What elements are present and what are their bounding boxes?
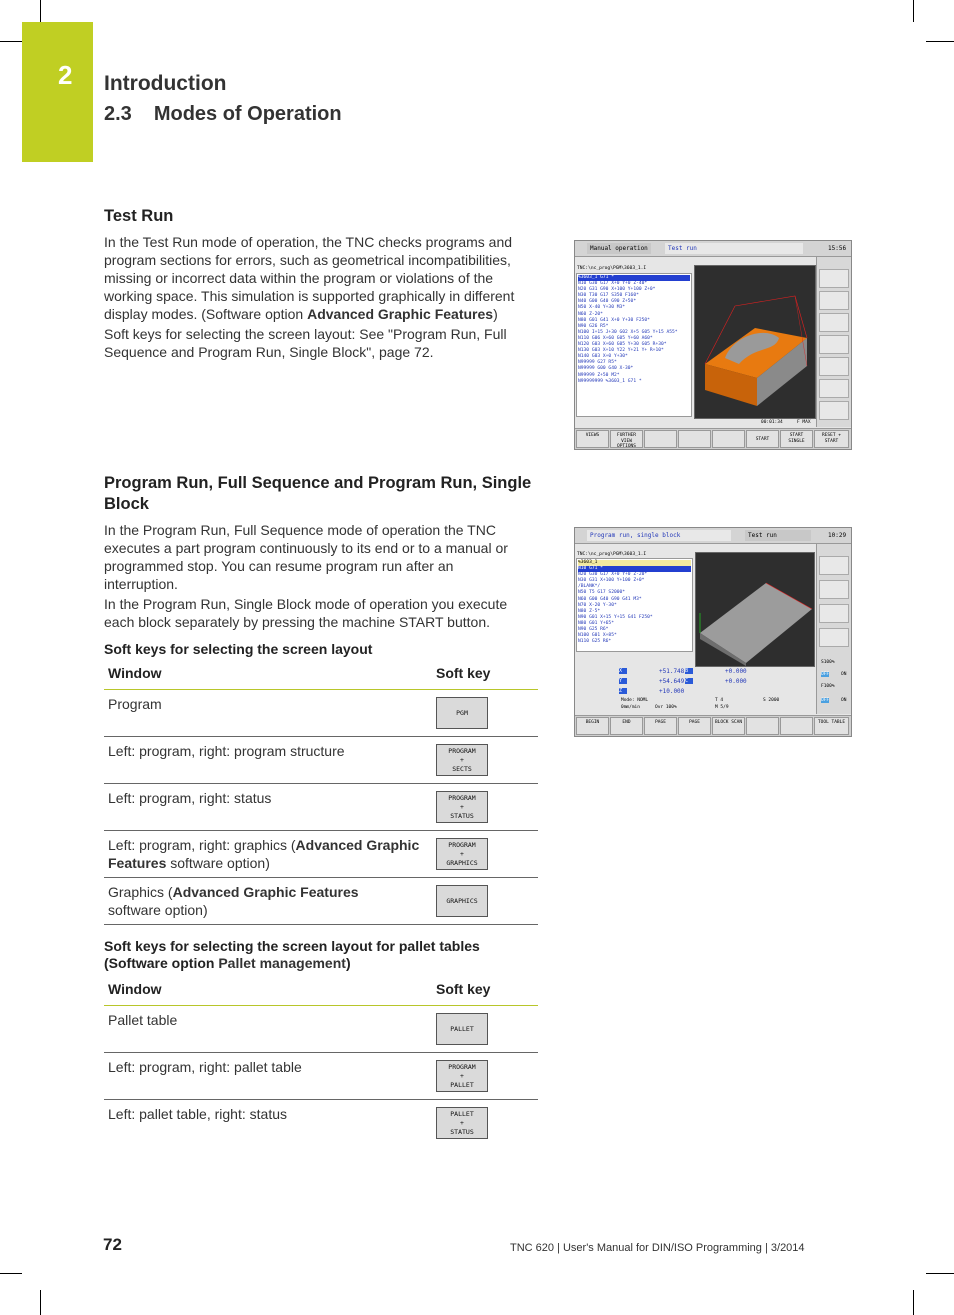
- softkey-start-single[interactable]: START SINGLE: [780, 430, 813, 448]
- program-listing: %3603_1 G71 * N10 G30 G17 X+0 Y+0 Z-40* N20 G31 G90 X+100 Y+100 Z+0* N30 T30 G17 S350 F160* N40 G00 G40 G90 Z+50* N50 X-40 Y+30 M3* N60 Z-20* N80 G01 G41 X+0 Y+30 F250* N90 G26 R5* N100 I+15 J+30 G02 X+5 G05 Y+15 A55* N110 G06 X+60 G05 Y+60 A60* N120 G03 X+60 G05 Y+30 G05 R+30* N130 G03 X+10 Y22 Y+21 Y+ R+10* N140 G03 X+0 Y+30* N99999 G27 R5* N99999 G00 G40 X-30* N99999 Z+50 M2* N99999999 %3603_1 G71 *: [576, 273, 692, 417]
- vertical-softkey[interactable]: [819, 556, 849, 575]
- vertical-softkey[interactable]: [819, 313, 849, 332]
- vertical-softkey[interactable]: [819, 604, 849, 623]
- softkey-further-view-options[interactable]: FURTHER VIEW OPTIONS: [610, 430, 643, 448]
- program-run-para1: In the Program Run, Full Sequence mode of operation the TNC executes a part program continuously to its end or to a manual or programmed stop. You can resume program run after an interruption.: [104, 522, 508, 592]
- chapter-number: 2: [58, 60, 73, 90]
- table-row: [104, 1100, 538, 1147]
- softkey-cell: [432, 1100, 538, 1147]
- program-run-heading: Program Run, Full Sequence and Program Run, Single Block: [104, 474, 532, 513]
- softkey-row: [575, 715, 851, 736]
- feed-max: F MAX: [797, 420, 811, 425]
- tool-label: T 4: [715, 698, 724, 703]
- vertical-softkey[interactable]: [819, 401, 849, 420]
- softkey-row: [575, 428, 851, 449]
- softkey-cell: [432, 1053, 538, 1100]
- workpiece-graphic: [696, 553, 814, 666]
- mode-label: Mode: NOML: [621, 698, 649, 703]
- on-label: ON: [841, 672, 847, 677]
- page-number: 72: [103, 1235, 122, 1254]
- crop-mark: [40, 1290, 41, 1315]
- crop-mark: [0, 41, 22, 42]
- section-title: Modes of Operation: [153, 103, 342, 125]
- crop-mark: [40, 0, 41, 22]
- softkey-dial-icon[interactable]: [678, 430, 711, 448]
- softkey-tool-table[interactable]: TOOL TABLE: [814, 717, 849, 735]
- vertical-softkey[interactable]: [819, 291, 849, 310]
- crop-mark: [926, 1273, 954, 1274]
- window-cell: Graphics (Advanced Graphic Features software option): [104, 878, 432, 925]
- simulation-graphic: [694, 265, 816, 419]
- col-window: Window: [104, 663, 432, 690]
- softkey-page-up[interactable]: PAGE: [644, 717, 677, 735]
- chapter-tab: [22, 22, 93, 162]
- softkey-end[interactable]: END: [610, 717, 643, 735]
- table-row: [104, 878, 538, 925]
- test-run-heading: Test Run: [104, 207, 174, 225]
- vertical-softkey[interactable]: [819, 335, 849, 354]
- feed-override-value: Ovr 100%: [655, 705, 677, 710]
- m-function: M 5/9: [715, 705, 729, 710]
- section-heading: [104, 103, 342, 126]
- spindle-speed: S 2000: [763, 698, 780, 703]
- softkey-cell: [432, 831, 538, 878]
- position-display: [619, 668, 815, 712]
- window-cell: Program: [104, 690, 432, 737]
- softkey-graphics[interactable]: GRAPHICS: [436, 885, 488, 917]
- window-cell: Left: program, right: graphics (Advanced Graphic Features software option): [104, 831, 432, 878]
- window-cell: Left: program, right: status: [104, 784, 432, 831]
- softkey-program-pallet[interactable]: PROGRAM + PALLET: [436, 1060, 488, 1092]
- col-softkey: Soft key: [432, 663, 538, 690]
- axis-row: Z +10.000: [619, 688, 685, 695]
- softkey-empty[interactable]: [644, 430, 677, 448]
- softkey-reset-start[interactable]: RESET + START: [814, 430, 849, 448]
- table-row: [104, 831, 538, 878]
- crop-mark: [0, 1273, 22, 1274]
- softkey-cell: [432, 1006, 538, 1053]
- softkey-empty[interactable]: [780, 717, 813, 735]
- softkey-cell: [432, 690, 538, 737]
- vertical-softkey[interactable]: [819, 628, 849, 647]
- table-row: [104, 1006, 538, 1053]
- off-label: OFF: [821, 672, 830, 677]
- clock: 15:56: [828, 245, 847, 252]
- program-run-screenshot: [574, 527, 852, 737]
- softkey-empty[interactable]: [712, 430, 745, 448]
- softkey-pallet[interactable]: PALLET: [436, 1013, 488, 1045]
- col-window: Window: [104, 979, 432, 1006]
- clock: 10:29: [828, 532, 847, 539]
- table-row: [104, 690, 538, 737]
- softkey-empty[interactable]: [746, 717, 779, 735]
- softkey-page-down[interactable]: PAGE: [678, 717, 711, 735]
- vertical-softkey-bar: [816, 257, 851, 427]
- window-cell: Left: program, right: program structure: [104, 737, 432, 784]
- crop-mark: [913, 1290, 914, 1315]
- program-run-para2: In the Program Run, Single Block mode of operation you execute each block separately by pressing the machine START button.: [104, 596, 508, 630]
- softkey-start[interactable]: START: [746, 430, 779, 448]
- table-header: [104, 979, 538, 1006]
- table-row: [104, 784, 538, 831]
- window-cell: Left: pallet table, right: status: [108, 1106, 287, 1122]
- crop-mark: [926, 41, 954, 42]
- program-path: TNC:\nc_prog\PGM\3603_1.I: [577, 552, 647, 557]
- table1-caption: Soft keys for selecting the screen layout: [104, 641, 373, 657]
- softkey-program-status[interactable]: PROGRAM + STATUS: [436, 791, 488, 823]
- table-header: [104, 663, 538, 690]
- softkey-views[interactable]: VIEWS: [576, 430, 609, 448]
- run-timer: 00:01:34: [761, 420, 783, 425]
- mode-test-run: Test run: [665, 243, 803, 254]
- test-run-screenshot: [574, 240, 852, 450]
- mode-program-run-single-block: Program run, single block: [587, 530, 731, 541]
- section-number: 2.3: [104, 103, 132, 125]
- vertical-softkey-bar: [816, 544, 851, 714]
- softkey-pallet-status[interactable]: PALLET + STATUS: [436, 1107, 488, 1139]
- softkey-pgm[interactable]: PGM: [436, 697, 488, 729]
- program-listing: %3603_1 N10 G71 * N20 G30 G17 X+0 Y+0 Z-20* N30 G31 X+100 Y+100 Z+0* /BLANK*/ N50 T5 G17 S2000* N60 G00 G40 G90 G41 M3* N70 X-20 Y-30* N80 Z-5* N90 G01 X+15 Y+15 G41 F250* N80 G01 Y+65* N90 G25 R6* N100 G01 X+85* N110 G25 R6*: [576, 558, 693, 652]
- program-path: TNC:\nc_prog\PGM\3603_1.I: [577, 266, 647, 271]
- test-run-para2: Soft keys for selecting the screen layout: See "Program Run, Full Sequence and Program Run, Single Block", page 72.: [104, 326, 507, 360]
- softkey-cell: [432, 784, 538, 831]
- vertical-softkey[interactable]: [819, 379, 849, 398]
- simulation-graphic: [695, 552, 815, 667]
- mode-manual-operation: Manual operation: [587, 243, 651, 254]
- off-label: OFF: [821, 698, 830, 703]
- vertical-softkey[interactable]: [819, 269, 849, 288]
- window-cell: Left: program, right: pallet table: [104, 1053, 432, 1100]
- vertical-softkey[interactable]: [819, 580, 849, 599]
- softkey-block-scan[interactable]: BLOCK SCAN: [712, 717, 745, 735]
- col-softkey: Soft key: [432, 979, 538, 1006]
- axis-row: Y +54.649 C +0.000: [619, 678, 747, 685]
- spindle-override: S100%: [821, 660, 835, 665]
- feed-rate: 0mm/min: [621, 705, 640, 710]
- test-run-para1: In the Test Run mode of operation, the TNC checks programs and program sections for errors, such as geometrical incompatibilities, missing or incorrect data within the program or violations of the working space. This simulation is supported graphically in different display modes. (Software option Advanced Graphic Features): [104, 234, 515, 322]
- softkey-table-2: [104, 979, 538, 1147]
- chapter-title: Introduction: [104, 72, 227, 95]
- table-row: [104, 1053, 538, 1100]
- axis-row: X +51.748 B +0.000: [619, 668, 747, 675]
- on-label: ON: [841, 698, 847, 703]
- crop-mark: [913, 0, 914, 22]
- table-row: [104, 737, 538, 784]
- window-cell: Pallet table: [104, 1006, 432, 1053]
- softkey-program-sects[interactable]: PROGRAM + SECTS: [436, 744, 488, 776]
- table2-caption: Soft keys for selecting the screen layout for pallet tables (Software option Pallet management): [104, 938, 480, 971]
- softkey-program-graphics[interactable]: PROGRAM + GRAPHICS: [436, 838, 488, 870]
- feed-override: F100%: [821, 684, 835, 689]
- workpiece-graphic: [695, 266, 815, 418]
- mode-test-run: Test run: [745, 530, 811, 541]
- softkey-begin[interactable]: BEGIN: [576, 717, 609, 735]
- softkey-table-1: [104, 663, 538, 925]
- softkey-cell: [432, 737, 538, 784]
- footer-text: TNC 620 | User's Manual for DIN/ISO Programming | 3/2014: [510, 1242, 805, 1254]
- vertical-softkey[interactable]: [819, 357, 849, 376]
- softkey-cell: [432, 878, 538, 925]
